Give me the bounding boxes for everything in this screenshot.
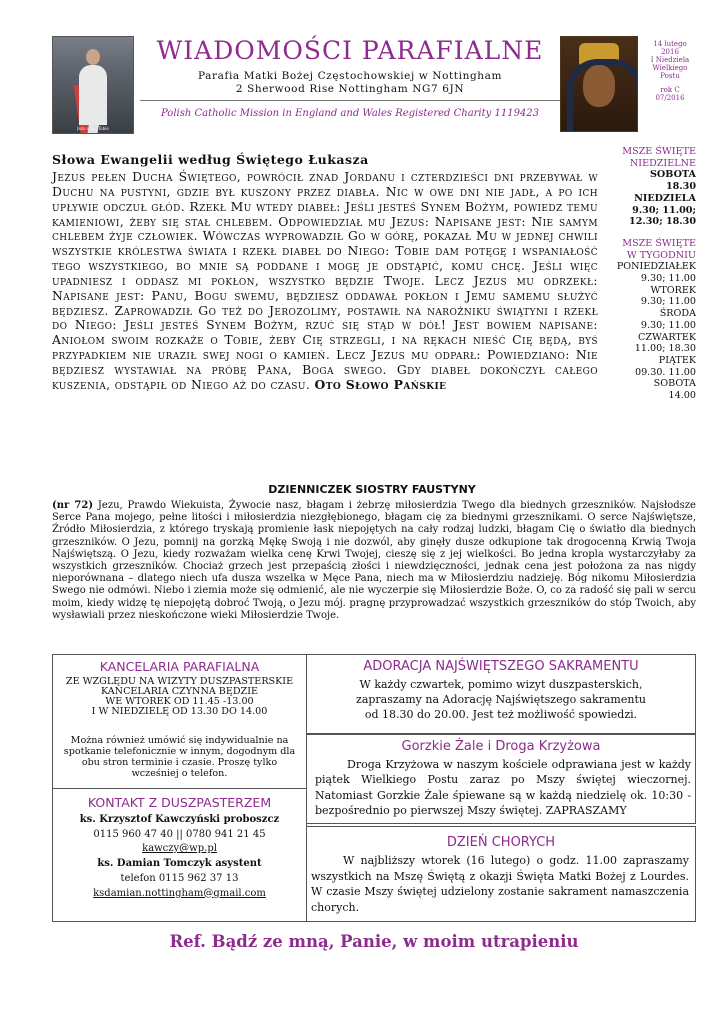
mass-day: PIĄTEK xyxy=(658,354,696,366)
mass-time: 11.00; 18.30 xyxy=(634,343,696,355)
mass-day: WTOREK xyxy=(650,284,696,296)
mass-times: MSZE ŚWIĘTE NIEDZIELNE SOBOTA 18.30 NIEDZIELA 9.30; 11.00; 12.30; 18.30 MSZE ŚWIĘTE W TYGODNIU PONIEDZIAŁEK 9.30; 11.00 WTOREK 9.30; 11.00 ŚRODA 9.30; 11.00 CZWARTEK 11.00; 18.30 PIĄTEK 09.30. 11.00 SOBOTA 14.00 xyxy=(600,146,696,402)
kontakt-box xyxy=(52,788,307,922)
faustyna-text: (nr 72) Jezu, Prawdo Wiekuista, Żywocie nasz, błagam i żebrzę miłosierdzia Twego dla biednych grzeszników. Najsłodsze Serce Pana mojego, pełne litości i miłosierdzia niezgłębionego, błagam cię za biednymi grzesznikami. O serce Najświętsze, Źródło Miłosierdzia, z którego tryskają promienie łask niepojętych na cały rodzaj ludzki, błagam Cię o światło dla biednych grzeszników. O Jezu, pomnij na gorzką Mękę Swoją i nie dozwól, aby ginęły dusze odkupione tak drogocenną Krwią Twoja Najświętszą. O Jezu, kiedy rozważam wielka cenę Krwi Twojej, cieszę się z jej wielkości. Bo jedna kropla wystarczyłaby za wszystkich grzeszników. Chociaż grzech jest przepaścią złości i niewdzięczności, jednak cena jest położona za nas nigdy nieporównana – dlatego niech ufa dusza wszelka w Męce Pana, niech ma w Miłosierdziu nadzieję. Bóg nikomu Miłosierdzia Swego nie odmówi. Niebo i ziemia może się odmienić, ale nie wyczerpie się Miłosierdzie Boże. O, co za radość się pali w sercu moim, kiedy widzę tę niepojętą dobroć Twoją, o Jezu mój. pragnę przyprowadzać wszystkich grzeszników do stóp Twoich, aby wysławiali przez nieskończone wieki Miłosierdzie Twoje. xyxy=(52,500,696,621)
gorzkie-zale-text: Droga Krzyżowa w naszym kościele odprawiana jest w każdy piątek Wielkiego Postu zaraz po Mszy świętej wieczornej. Natomiast Gorzkie Żale śpiewane są w każdą niedzielę ok. 10:30 - bezpośrednio po pierwszej Mszy świętej. ZAPRASZAMY xyxy=(315,758,691,817)
kancelaria-hours: ZE WZGLĘDU NA WIZYTY DUSZPASTERSKIE KANCELARIA CZYNNA BĘDZIE WE WTOREK OD 11.45 -13.00 I W NIEDZIELĘ OD 13.30 DO 14.00 xyxy=(65,676,294,717)
mass-time: 9.30; 11.00 xyxy=(640,319,696,331)
refrain: Ref. Bądź ze mną, Panie, w moim utrapieniu xyxy=(169,932,579,951)
mass-day: ŚRODA xyxy=(659,308,696,320)
image-caption: Jezu ufam Tobie xyxy=(77,126,109,131)
adoracja-box xyxy=(306,654,696,734)
gorzkie-zale-box xyxy=(306,734,696,824)
mass-time: 09.30. 11.00 xyxy=(634,366,696,378)
mass-day: PONIEDZIAŁEK xyxy=(616,261,696,273)
mass-day: SOBOTA xyxy=(653,378,696,390)
parish-address: Parafia Matki Bożej Częstochowskiej w Nottingham 2 Sherwood Rise Nottingham NG7 6JN xyxy=(197,70,503,95)
mass-time: 9.30; 11.00 xyxy=(640,273,696,285)
black-madonna-image xyxy=(560,36,638,132)
gospel-text: Jezus pełen Ducha Świętego, powrócił znad Jordanu i czterdzieści dni przebywał w Duchu na pustyni, gdzie był kuszony przez diabła. Nic w owe dni nie jadł, a po ich upływie odczuł głód. Rzekł Mu wtedy diabeł: Jeśli jesteś Synem Bożym, powiedz temu kamieniowi, żeby się stał chlebem. Odpowiedział mu Jezus: Napisane jest: Nie samym chlebem żyje człowiek. Wówczas wyprowadził Go w górę, pokazał Mu w jednej chwili wszystkie królestwa świata i rzekł diabeł do Niego: Tobie dam potęgę i wspaniałość tego wszystkiego, bo mnie są poddane i mogę je odstąpić, komu chcę. Jeśli więc upadniesz i oddasz mi pokłon, wszystko będzie Twoje. Lecz Jezus mu odrzekł: Napisane jest: Panu, Bogu swemu, będziesz oddawał pokłon i Jemu samemu służyć będziesz. Zaprowadził Go też do Jerozolimy, postawił na narożniku świątyni i rzekł do Niego: Jeśli jesteś Synem Bożym, rzuć się stąd w dół! Jest bowiem napisane: Aniołom swoim rozkaże o Tobie, żeby Cię strzegli, i na rękach nieść Cię będą, byś przypadkiem nie uraził swej nogi o kamień. Lecz Jezus mu odparł: Powiedziano: Nie będziesz wystawiał na próbę Pana, Boga swego. Gdy diabeł dokończył całego kuszenia, odstąpił od Niego aż do czasu. Oto Słowo Pańskie xyxy=(52,169,598,392)
kontakt-body: ks. Krzysztof Kawczyński proboszcz 0115 960 47 40 || 0780 941 21 45 kawczy@wp.pl ks. Damian Tomczyk asystent telefon 0115 962 37 13 ksdamian.nottingham@gmail.com xyxy=(57,813,302,901)
adoracja-title: ADORACJA NAJŚWIĘTSZEGO SAKRAMENTU xyxy=(363,659,639,674)
kancelaria-note: Można również umówić się indywidualnie na spotkanie telefonicznie w innym, dogodnym dla obu stron terminie i czasie. Proszę tylko wcześniej o telefon. xyxy=(63,735,296,779)
newsletter-title: WIADOMOŚCI PARAFIALNE xyxy=(156,36,544,65)
gospel-closing: Oto Słowo Pańskie xyxy=(314,376,447,392)
header-divider xyxy=(140,100,560,101)
dzien-chorych-box xyxy=(306,826,696,922)
mission-line: Polish Catholic Mission in England and Wales Registered Charity 1119423 xyxy=(160,108,540,119)
faustyna-title: DZIENNICZEK SIOSTRY FAUSTYNY xyxy=(268,483,476,496)
kontakt-title: KONTAKT Z DUSZPASTERZEM xyxy=(87,795,272,810)
email-link-2[interactable]: ksdamian.nottingham@gmail.com xyxy=(93,887,266,899)
dzien-chorych-text: W najbliższy wtorek (16 lutego) o godz. 11.00 zapraszamy wszystkich na Mszę Świętą z okazji Święta Matki Bożej z Lourdes. W czasie Mszy świętej udzielony zostanie sakrament namaszczenia chorych. xyxy=(311,854,689,914)
kancelaria-title: KANCELARIA PARAFIALNA xyxy=(99,659,260,674)
adoracja-text: W każdy czwartek, pomimo wizyt duszpasterskich, zapraszamy na Adorację Najświętszego sakramentu od 18.30 do 20.00. Jest też możliwość spowiedzi. xyxy=(356,678,646,722)
mass-time: 9.30; 11.00 xyxy=(640,296,696,308)
mass-day: CZWARTEK xyxy=(638,331,696,343)
issue-date: 14 lutego 2016 I Niedziela Wielkiego Postu rok C 07/2016 xyxy=(650,40,690,102)
mass-time: 14.00 xyxy=(668,390,696,402)
email-link-1[interactable]: kawczy@wp.pl xyxy=(142,843,217,855)
gorzkie-zale-title: Gorzkie Żale i Droga Krzyżowa xyxy=(401,739,601,754)
dzien-chorych-title: DZIEŃ CHORYCH xyxy=(446,835,556,850)
gospel-title: Słowa Ewangelii według Świętego Łukasza xyxy=(52,152,369,167)
divine-mercy-image xyxy=(52,36,134,134)
